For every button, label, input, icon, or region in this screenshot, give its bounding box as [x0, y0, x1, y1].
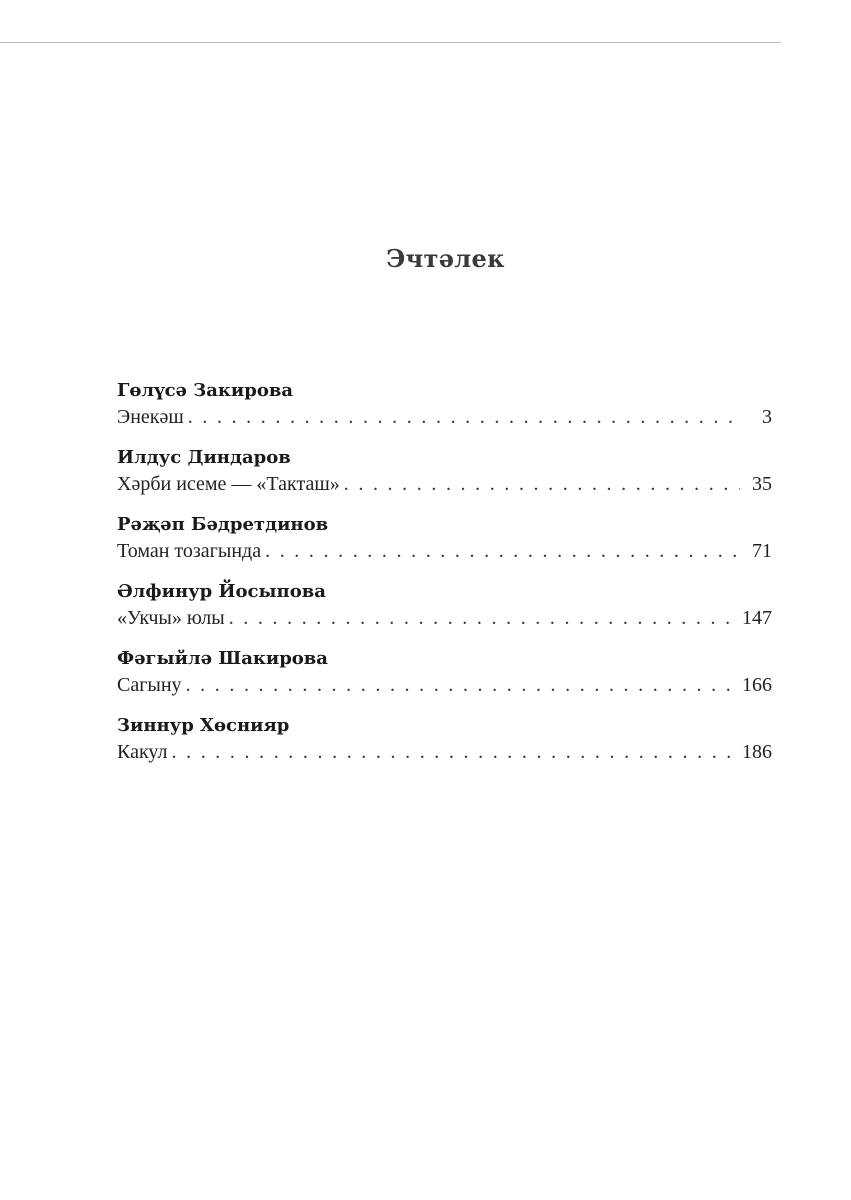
toc-author: Фәгыйлә Шакирова: [117, 648, 328, 669]
dot-leader: [172, 739, 739, 765]
table-of-contents: [117, 378, 772, 780]
dot-leader: [265, 538, 740, 564]
toc-entry: [117, 378, 772, 445]
toc-page-number: 3: [762, 406, 772, 428]
toc-entry: [117, 713, 772, 780]
toc-author: Гөлүсә Закирова: [117, 380, 294, 401]
page-title: Эчтәлек: [386, 244, 505, 273]
dot-leader: [186, 672, 738, 698]
toc-work-title: Энекәш: [117, 406, 184, 428]
toc-work-title: Какул: [117, 741, 168, 763]
dot-leader: [229, 605, 738, 631]
toc-title-line[interactable]: [117, 404, 772, 430]
toc-work-title: Хәрби исеме — «Такташ»: [117, 473, 340, 495]
toc-page-number: 71: [752, 540, 772, 562]
toc-title-line[interactable]: [117, 471, 772, 497]
toc-title-line[interactable]: [117, 605, 772, 631]
toc-work-title: Томан тозагында: [117, 540, 262, 562]
toc-entry: [117, 445, 772, 512]
dot-leader: [344, 471, 740, 497]
toc-entry: [117, 579, 772, 646]
toc-work-title: «Укчы» юлы: [117, 607, 225, 629]
toc-entry: [117, 512, 772, 579]
toc-page-number: 186: [742, 741, 772, 763]
toc-entry: [117, 646, 772, 713]
toc-title-line[interactable]: [117, 739, 772, 765]
toc-work-title: Сагыну: [117, 674, 182, 696]
toc-title-line[interactable]: [117, 538, 772, 564]
toc-author: Илдус Диндаров: [117, 447, 291, 468]
toc-title-line[interactable]: [117, 672, 772, 698]
toc-page-number: 35: [752, 473, 772, 495]
toc-author: Рәҗәп Бәдретдинов: [117, 514, 329, 535]
toc-author: Зиннур Хөснияр: [117, 715, 290, 736]
toc-page-number: 147: [742, 607, 772, 629]
top-rule: [0, 42, 781, 43]
toc-page-number: 166: [742, 674, 772, 696]
toc-author: Әлфинур Йосыпова: [117, 581, 326, 602]
dot-leader: [188, 404, 740, 430]
